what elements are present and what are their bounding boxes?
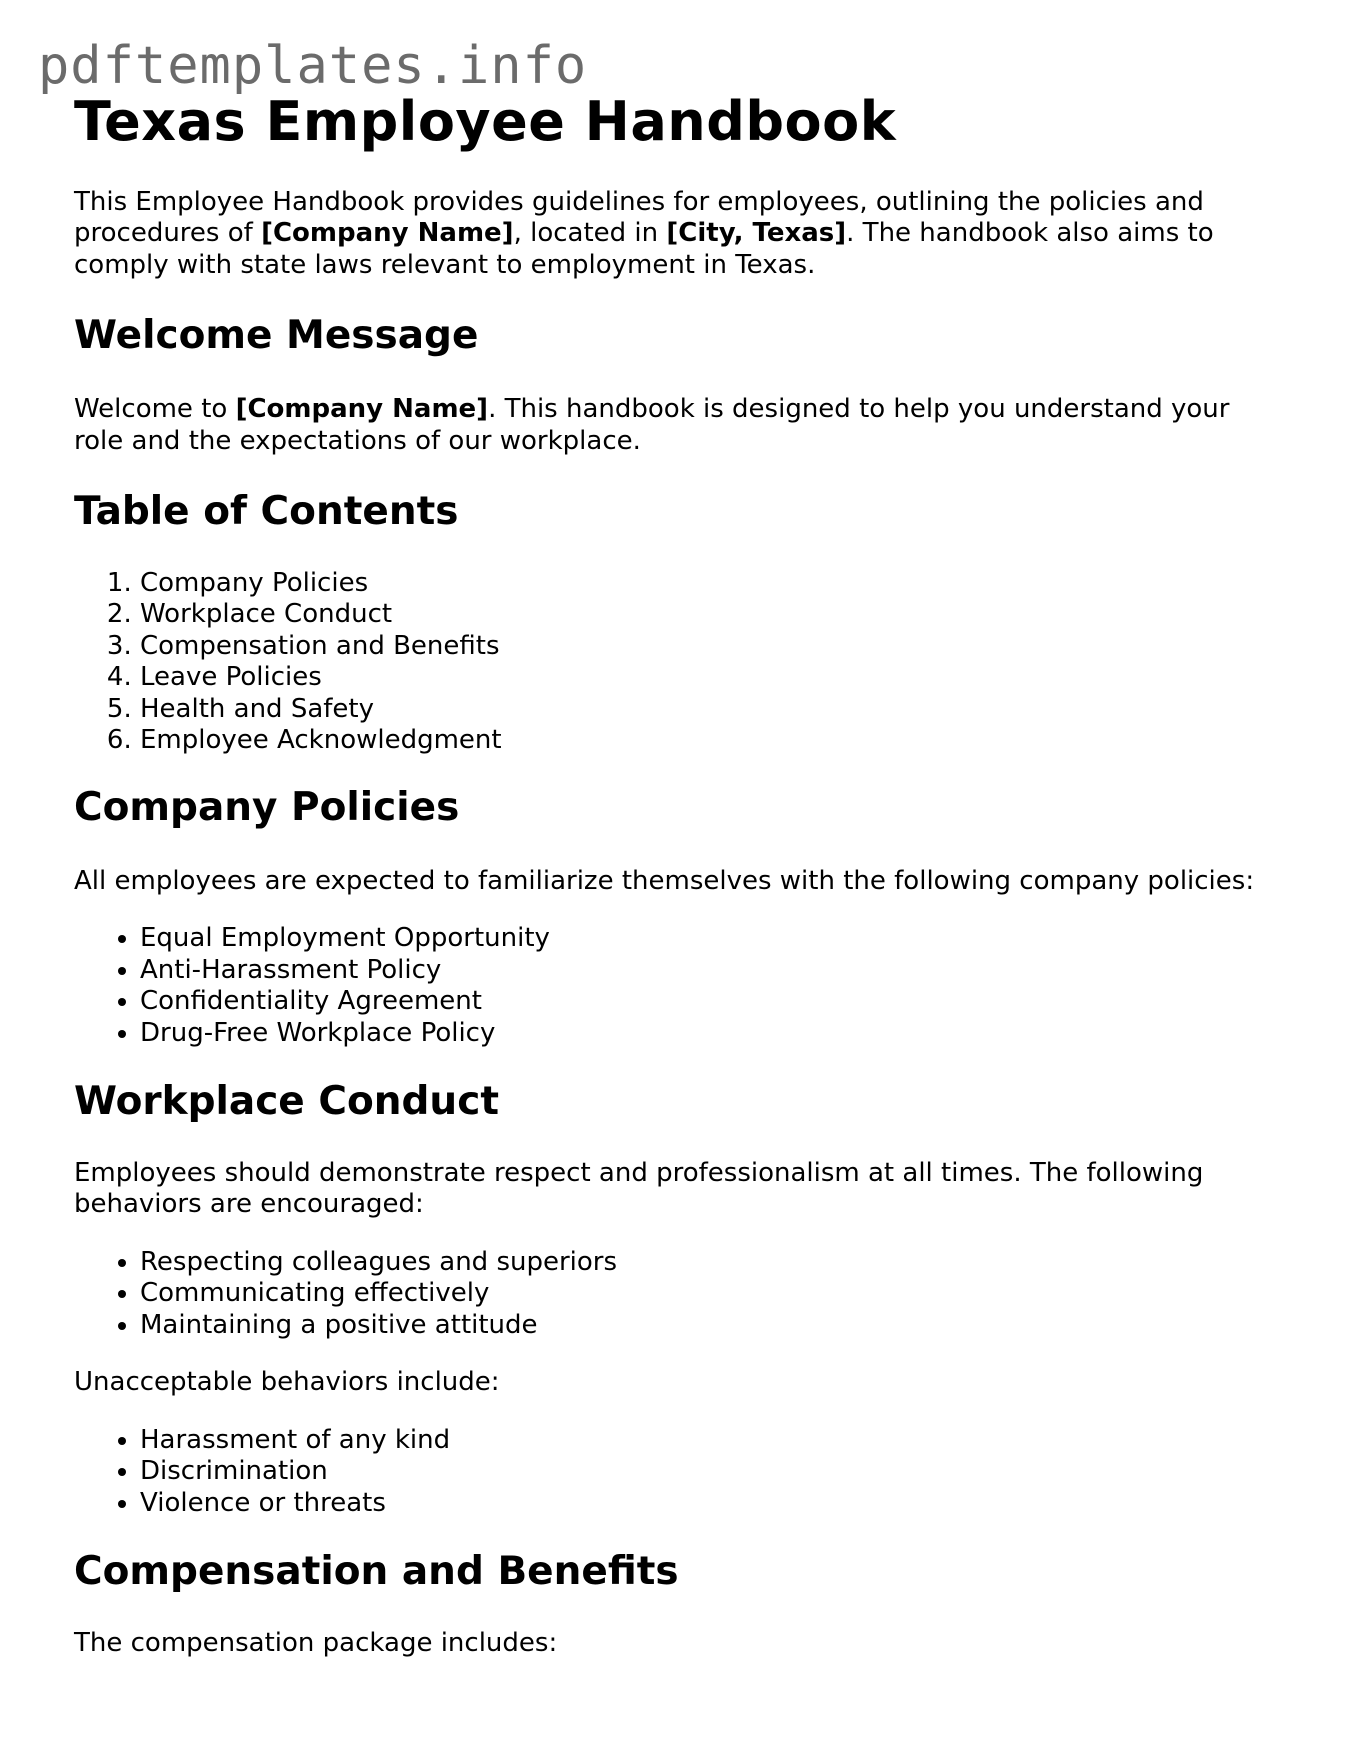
policies-list — [74, 923, 1284, 1049]
toc-item: 2. Workplace Conduct — [140, 599, 1284, 631]
intro-text-1: This Employee Handbook provides guidelines for employees, outlining the policies and procedures of — [74, 186, 1204, 249]
welcome-paragraph — [74, 394, 1284, 457]
city-placeholder: [City, Texas] — [666, 218, 847, 249]
welcome-text-1: Welcome to — [74, 394, 236, 425]
toc-item: 4. Leave Policies — [140, 662, 1284, 694]
list-item: • Harassment of any kind — [140, 1425, 1284, 1457]
welcome-company-placeholder: [Company Name] — [235, 394, 489, 425]
policies-paragraph: All employees are expected to familiarize themselves with the following company policies: — [74, 865, 1255, 896]
list-item: • Violence or threats — [140, 1488, 1284, 1520]
page-title: Texas Employee Handbook — [74, 90, 897, 153]
intro-text-2: , located in — [513, 218, 667, 249]
watermark: pdftemplates.info — [38, 36, 588, 96]
welcome-text-2: . This handbook is designed to help you understand your role and the expectations of our workplace. — [74, 394, 1230, 456]
list-item: • Respecting colleagues and superiors — [140, 1247, 1284, 1279]
list-item: • Discrimination — [140, 1456, 1284, 1488]
welcome-heading: Welcome Message — [74, 313, 479, 359]
document-page — [74, 90, 1284, 1660]
compensation-paragraph: The compensation package includes: — [74, 1628, 558, 1659]
list-item: • Equal Employment Opportunity — [140, 923, 1284, 955]
list-item: • Anti-Harassment Policy — [140, 955, 1284, 987]
company-name-placeholder: [Company Name] — [261, 218, 514, 249]
list-item: • Drug-Free Workplace Policy — [140, 1018, 1284, 1050]
toc-item: 1. Company Policies — [140, 568, 1284, 600]
list-item: • Maintaining a positive attitude — [140, 1310, 1284, 1342]
list-item: • Confidentiality Agreement — [140, 986, 1284, 1018]
conduct-paragraph: Employees should demonstrate respect and professionalism at all times. The following behaviors are encouraged: — [74, 1157, 1204, 1220]
toc-item: 5. Health and Safety — [140, 694, 1284, 726]
toc-item: 6. Employee Acknowledgment — [140, 725, 1284, 757]
intro-paragraph — [74, 187, 1284, 282]
conduct-heading: Workplace Conduct — [74, 1079, 499, 1125]
encouraged-behaviors-list — [74, 1247, 1284, 1342]
list-item: • Communicating effectively — [140, 1278, 1284, 1310]
compensation-heading: Compensation and Benefits — [74, 1549, 679, 1595]
intro-text-3: . The handbook also aims to comply with state laws relevant to employment in Texas. — [74, 218, 1214, 280]
toc-heading: Table of Contents — [74, 489, 459, 535]
toc-item: 3. Compensation and Benefits — [140, 631, 1284, 663]
unacceptable-behaviors-list — [74, 1425, 1284, 1520]
toc-list — [74, 568, 1284, 757]
policies-heading: Company Policies — [74, 784, 460, 830]
unacceptable-paragraph: Unacceptable behaviors include: — [74, 1367, 500, 1398]
